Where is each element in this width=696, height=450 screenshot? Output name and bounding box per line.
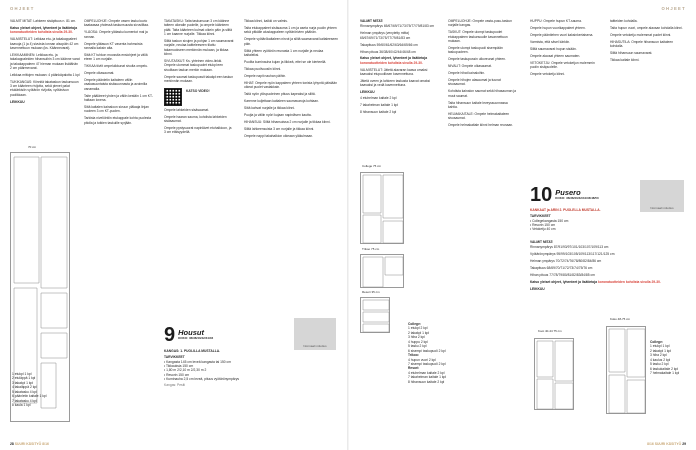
cutting-layout-large	[606, 326, 646, 414]
zipper-text: VETOKETJU: Ompele vetoketjun molemmin puolin sisäpuolelle.	[530, 60, 595, 69]
pattern-piece-front	[363, 175, 381, 213]
legend-item: 7 sisempi taskupuoli 2 kpl	[408, 361, 446, 366]
item-10-block	[530, 185, 640, 232]
legend-title: Resori:	[408, 366, 420, 371]
instructions-column-2	[448, 19, 518, 130]
magazine-name: SUURI KÄSITYÖ 8/16	[14, 441, 49, 446]
legend-item: 6 taskukaitale 2 kpl	[650, 366, 679, 371]
step-text: Taita etukappaleet sisäsauma 1 cm ja aseta nurja puolin yhteen sekä pitkälle aluskappaleen vyötärörivien päähän.	[244, 25, 337, 35]
running-head: OHJEET	[661, 6, 686, 11]
step-text: Ompele helmakaitale kiinni helman reunaan.	[448, 123, 514, 128]
pattern-piece	[609, 375, 625, 413]
step-text: Silitä taskun sivujen ja pohjan 1 cm saumavarat nurjalle, neulaa kaitteleeseen tilattu takamuokseen merkinnän mukaan, ja tikkaa kiinni.	[164, 38, 234, 56]
step-text: Puolita kuminauha kujan ja liikkeä, ettei se ole kierteellä.	[244, 59, 327, 64]
supply-line: • Kuminauha 2,5 cm leveä, pituus vyötärönympärys	[164, 377, 240, 382]
pattern-piece-band	[363, 312, 389, 322]
measure-line: Helman ympärys (venytetty mitta) 65/67/69/71/73/75/77/79/81/83 cm	[360, 31, 411, 40]
step-text: Siitä KT tuhkon moossita ensiohjeet ja väliä eteen 1 cm nurjalle.	[84, 52, 148, 62]
legend-item: 6 päänletin kaitale 1 kpl	[12, 394, 47, 399]
pattern-piece	[609, 329, 625, 372]
supply-line: • Tikkauksia 150 cm	[164, 364, 194, 369]
item-title: Housut	[178, 328, 204, 338]
step-text: Ompele napit nauhan päihin.	[244, 73, 287, 78]
step-text: taitteiden kohdalla.	[610, 19, 638, 23]
cutting-heading: LEIKKUU	[360, 90, 375, 95]
legend-item: 4 hupun vuori 2 kpl	[408, 357, 436, 362]
instructions-column-3	[530, 19, 602, 79]
cutting-layout-college	[360, 172, 404, 244]
hood-text: HUPPU: Ompele hupun KT-sauma.	[530, 19, 582, 23]
measure-line: Hihan pituus 77/78/79/80/81/82/83/84/85 cm	[530, 273, 595, 278]
supply-line: • Resorin 150 cm	[164, 372, 190, 377]
legend-item: 3 hiha 2 kpl	[408, 335, 425, 340]
measure-line: Rinnanympärys 65/67/69/71/73/75/77/79/81/83 cm	[360, 24, 435, 29]
pattern-piece-sleeve	[363, 215, 381, 243]
measure-line: Takapituus 68/69/70/71/72/73/74/75/76 cm	[530, 266, 593, 271]
step-text: Silitä yhteen vyötärön reunasta 1 cm nurjalle ja neulaa kaitaleiksi.	[244, 48, 324, 57]
magazine-name: 8/16 SUURI KÄSITYÖ	[647, 441, 682, 446]
legend-item: 4 kaulus 2 kpl	[650, 357, 671, 362]
legend-item: 2 takakpl 1 kpl	[408, 330, 430, 335]
cut-line: 7 takahelman kaitale 1 kpl	[360, 102, 399, 107]
pattern-legend	[650, 340, 692, 376]
pattern-piece	[627, 380, 645, 413]
video-box	[164, 86, 234, 108]
cutting-layout-small	[534, 338, 574, 410]
prep-text: VALMISTELUT: Jätetä alavaran kaava omaksi kaavaksi etupuoliksen kavennettuna.	[360, 67, 428, 77]
step-text: NIVALIT: Ompele olkasaumat.	[448, 64, 492, 69]
cutting-measure: Leikkaa mittojen mukaan: 4 päänkäpalotta 1 kpl	[10, 72, 80, 77]
legend-item: 5 tasku 2 kpl	[650, 362, 669, 367]
ref-head: Katso yleiset ohjeet, lyhenteet ja lisätietoja	[360, 56, 428, 61]
step-text: Tikkaa kaitale kiinni.	[610, 58, 640, 63]
step-text: Ompele ylätasun KT vasenta hahmoista rannalla kaksin alta.	[84, 41, 143, 50]
step-text: Kohdista kainalon saumat sekä hihasauman ja muut saumat.	[448, 89, 516, 98]
legend-item: 7 takatasku 4 kpl	[12, 398, 37, 403]
legend-item: 7 helmakaitale 1 kpl	[650, 371, 680, 376]
fabric-width-label: College 75 cm	[362, 164, 382, 168]
item-number: 9	[164, 324, 176, 346]
legend-item: 5 tasku 2 kpl	[408, 344, 427, 349]
step-text: Ompele lahkeiden sisäsaumat.	[164, 107, 210, 112]
measure-line: Takapituus 59/60/61/62/63/64/65/66 cm	[360, 42, 418, 47]
supply-line: • Kangasta 145 cm leveä kangasta tai 150 cm	[164, 359, 231, 364]
step-text: Tarkista nivelöintiin etukappale kohta puolesta pitolla ja tutkien taskuille syrjään.	[84, 116, 152, 125]
step-text: TIKKAA tiiviit ompeluikkunat sivulta ompelu.	[84, 64, 148, 69]
step-text: Ompele taskupussin ulkoreunat yhteen.	[448, 57, 506, 62]
item-sizes: KOKO: 36/38/40/42/44/46	[178, 335, 214, 340]
ref-link[interactable]: koronatuotteiden kohdista sivulla 29-30.	[360, 60, 423, 65]
legend-item: 5 takatasku 4 kpl	[12, 389, 37, 394]
measure-line: Rinnanympärys 87/91/93/97/101/103/107/109/113 cm	[530, 245, 609, 250]
finished-size: VALMIT MITAT: Lahkeen sisäpituus n. 81 cm.	[10, 19, 77, 23]
layout-svg	[535, 339, 575, 411]
upper-part: YLÄOSA: Ompele ylätasku kumentot mal ja rannan.	[84, 30, 148, 39]
fabric-heading: KANKAAT ja ARIN 2. PUOLELLA MUSTALLA.	[530, 208, 601, 212]
pattern-piece-cuff	[363, 324, 389, 332]
item-9-block	[164, 325, 274, 388]
step-text: Ompele hupun vuorikappaleet yhteen.	[530, 25, 586, 30]
legend-item: 1 etukpl 2 kpl	[408, 326, 428, 331]
pattern-piece-back	[383, 175, 403, 218]
pattern-piece-pocket	[385, 257, 403, 275]
item-sizes: KOKO: 36/38/40/42/44/46/48/50	[555, 195, 599, 200]
supply-line: • 1,80 m 2/2,10 m 2/2,30 m 2	[164, 368, 207, 373]
pattern-piece-back	[41, 157, 67, 288]
ref-head: Katso yleiset ohjeet, lyhenteet ja lisätietoja	[10, 25, 78, 30]
step-text: Taita hupun vuori, ompele alaosan kohdalla kiinni.	[610, 25, 683, 30]
pattern-piece	[555, 383, 573, 409]
step-text: Taite pääläreet yhden ja väliin kestäin 1 cm KT-haltaan lovena.	[84, 93, 153, 102]
instructions-column-1	[360, 19, 435, 116]
cuff-text: HIHASUTILA: Ompele hihansuun kaitaleen kohdalla.	[610, 39, 674, 49]
fabric-heading: KANGAS: 1. PUOLILLA MUSTALLA.	[164, 349, 221, 353]
legend-title: College:	[650, 340, 664, 344]
step-text: Taitä nyön ylöspuoleinen pituus kapeaksi ja silitä.	[244, 91, 316, 96]
pattern-piece-lining	[363, 257, 383, 287]
legend-title: College:	[408, 322, 422, 326]
cut-line: 4 etuhelman kaitale 2 kpl	[360, 95, 397, 100]
legend-item: 4 takaläppä 2 kpl	[12, 385, 37, 390]
step-text: Varmista, että sävel kärkiin.	[530, 39, 571, 44]
step-text: Karenne kuljettaan kaitaleen saumavaroja kohtaan.	[244, 98, 319, 103]
item-9-header	[164, 325, 274, 345]
cutting-layout-resori	[360, 297, 390, 333]
step-text: Ompele pystysuorat napinlävet etuhalkioon, ja 3 cm etäisyydellä.	[164, 126, 232, 135]
instructions-column-4	[244, 19, 338, 140]
step-text: Ompele vetoketju molemmat puolet kiinni.	[610, 32, 672, 37]
step-text: Ompele ulompi taskupuoli sisempään taskupuoleen.	[448, 45, 503, 55]
supply-line: • Collegekangasta 150 cm	[530, 218, 569, 223]
step-text: Tikkaa kiinni, kaikki on valmis.	[244, 19, 288, 23]
ref-link[interactable]: koronatuotteiden kohdista sivulla 29-30.	[10, 30, 73, 35]
cutting-layout-trikoo	[360, 254, 404, 288]
pattern-piece-front	[14, 157, 39, 283]
page-number: 28	[10, 441, 14, 446]
finished-size-heading: VALMIT MITAT:	[360, 19, 384, 23]
garment-thumbnail	[294, 318, 336, 350]
fabric-width-label: Koot 40-44 75 cm	[538, 329, 562, 333]
instructions-column-3	[164, 19, 234, 137]
step-text: Silitä saumavarat hupun sisään.	[530, 46, 577, 51]
item-number: 10	[530, 184, 553, 206]
step-text: Ompele olkasaumat.	[84, 71, 115, 76]
page-footer	[647, 442, 686, 446]
legend-item: 6 sisempi taskupuoli 2 kpl	[408, 348, 446, 353]
side-pockets-text: SIVUTASKUT: Ks. yhteinen video-linkki. Ompele ulommat taskupuolet etukpl:een sivuiltaan taskun merkin mukaan.	[164, 58, 224, 72]
ref-link[interactable]: koronatuotteiden kohdista sivulla 29-30.	[597, 280, 661, 285]
qr-code-icon[interactable]	[164, 88, 182, 106]
page-number: 29	[682, 441, 686, 446]
supplies-heading: TARVIKKEET	[164, 355, 185, 360]
general-instructions-ref	[360, 56, 435, 65]
fabric-width-label: Koko 48-75 cm	[610, 317, 631, 321]
pattern-piece	[555, 341, 573, 381]
step-text: Puujta ja väliin nyöri kujaan napinläven kautta.	[244, 112, 312, 117]
photo-credit: Kangas: Pesiti	[164, 383, 186, 388]
instructions-column-1	[10, 19, 80, 105]
pockets-text: TASKUT: Ompele ulompi taskupuolet etukappaleen taskunsuulle kavannettuun mukaan.	[448, 30, 508, 43]
step-text: Ompele saumat taskupussit takakpl:een taskun merkinnän mukaan.	[164, 74, 234, 83]
step-text: Ompele pääntiehen vuori kaksinkertaisena.	[530, 32, 594, 37]
pattern-piece	[537, 379, 553, 409]
instructions-column-4	[610, 19, 686, 65]
right-page	[348, 0, 696, 450]
pattern-piece-hood	[383, 221, 403, 243]
step-text: Ompele hihat kainaloihin.	[448, 71, 486, 76]
legend-item: 4 huppu 2 kpl	[408, 339, 428, 344]
step-text: Ompele vetoketju kiinni.	[530, 71, 566, 76]
item-10-header	[530, 185, 640, 205]
supply-line: • Resorin 150 cm	[530, 223, 556, 228]
step-text: Tikkaa puolivuosiin kiinni.	[244, 66, 282, 71]
thumbnail-caption: Normaali mitoitus	[303, 344, 327, 349]
cutting-heading: LEIKKUU	[10, 99, 25, 104]
cut-line: 8 hihansuun kaitale 2 kpl	[360, 109, 397, 114]
fabric-width-label: 70 cm	[28, 145, 37, 149]
measure-line: Helman ympärys 70/72/74/76/78/80/82/84/86 cm	[530, 259, 602, 264]
pattern-piece	[627, 329, 645, 377]
step-text: Siitä kaitalen kainaloon sivuun ylälaaja linjan nuoleen 3 cm KT-puolen.	[84, 104, 149, 114]
sewing-intro: OMPELUOHJE: Ompele vasen tasku kuvio kaataasaa yhdessä taskunsuusta sivuviiltaa.	[84, 19, 149, 28]
legend-item: 3 hiha 2 kpl	[650, 353, 667, 358]
pattern-piece-waistband	[41, 333, 67, 358]
legend-item: 7 takahelman kaitale 1 kpl	[408, 375, 447, 380]
prep-text: VALMISTELUT: Leikkaa etu- ja takakappaleet kaavoja (1 ja 4) sivuista ionnan alsopäin 42 cm kavennettuun mukaan (ks. Käännevarat).	[10, 37, 79, 50]
legend-item: 2 takakpl 1 kpl	[650, 348, 672, 353]
supplies-heading: TARVIKKEET	[530, 214, 551, 219]
step-text: Ompele hihojen alasaumat ja tuunat sivusaumat.	[448, 78, 501, 87]
measure-line: Vyötärönympärys 95/99/103/105/109/113/117/121/125 cm	[530, 252, 615, 257]
video-label[interactable]: KATSO VIDEO!	[186, 88, 210, 93]
cutting-heading: LEIKKUU	[530, 286, 545, 291]
pattern-legend	[12, 372, 57, 408]
cutting-text: LEIKKAAMINEN: Leikkaa etu- ja takakappaleiden hihansuihin 3 cm käänne varat ja takakappaleen 47 hieman mukaan lisätähän 2 cm päärmevarat.	[10, 52, 80, 70]
step-text: Ompele haaran sauma, kohdista lahkeiden sisäsaumat.	[164, 114, 227, 124]
item-title: Pusero	[555, 188, 581, 198]
pattern-piece-pocket	[41, 293, 67, 328]
hem-text: HIHANSUU: Silitä hihansuissa 2 cm nurjalle ja tikkaa kiinni.	[244, 119, 331, 124]
step-text: Siitä kahvat nurjalle ja tikkaa kiinni.	[244, 105, 295, 110]
layout-svg	[361, 173, 405, 245]
layout-svg	[361, 255, 405, 289]
step-text: Taita hihansuun kaitale leveyssuunnassa kahtia.	[448, 100, 508, 109]
step-text: Ompele alaosat yhteen saumaten.	[530, 53, 581, 58]
hem-band-text: HELMAKAITALE: Ompele helmakaitaleen sivusaumat.	[448, 111, 510, 121]
prep-text: Jätetä oveen ja lahkeen taskusta kaavat omaksi kaavaksi ja vedä kavennettuna.	[360, 79, 431, 88]
ref-head: Katso yleiset ohjeet, lyhenteet ja lisätietoja	[530, 280, 598, 285]
sleeves-text: HIHAT: Ompele nyön kappaleen yhteen tonista lyhyntä päistään oikeat puolet vastakkain.	[244, 80, 338, 89]
item-10-measurements	[530, 240, 680, 292]
thumbnail-caption: Normaali mitoitus	[650, 206, 674, 211]
running-head: OHJEET	[10, 6, 35, 11]
legend-item: 2 etuläppä 1 kpl	[12, 376, 36, 381]
interfacing-text: TUKIKANGAS: Kiinnitä takataskun taskunsuun 3 cm käänteen rivijotta, sekä pienet palat etukärkisiin vyötärön rivijotta, vyötäsivun puolikkaan.	[10, 79, 79, 97]
step-text: Silitä hihansuun saumavarat.	[610, 51, 653, 56]
pattern-piece-band	[363, 300, 389, 310]
general-instructions-ref	[530, 280, 680, 284]
step-text: Ompele nappi takahalkion oikeaan yläkulmaan.	[244, 133, 314, 138]
finished-size-heading: VALMIT MITAT:	[530, 240, 554, 244]
legend-item: 4 etuhelman kaitale 2 kpl	[408, 370, 445, 375]
step-text: Ompele päänletin kaitaleen väliin vaakasuuntaista sisäsuunnasta ja avoimilla vanamalla.	[84, 78, 148, 91]
back-pocket-text: TAKATASKU: Taita taskunsuun 3 cm käänne taiteen oikealle puolelle, ja ompele käänteen päät. Taita käänteen kulmat oikein päin ja silitä 1 cm kaanne nurjalle. Tikkaa kiinni.	[164, 19, 232, 37]
instructions-column-2	[84, 19, 154, 127]
layout-svg	[361, 298, 391, 334]
supply-line: • Vetoketju 40 cm	[530, 227, 556, 232]
page-footer	[10, 442, 49, 446]
legend-item: 3 takakpl 1 kpl	[12, 380, 34, 385]
step-text: Silitä lahkeensuista 3 cm nurjalle ja tikkaa kiinni.	[244, 126, 315, 131]
legend-item: 1 etukpl 1 kpl	[12, 372, 32, 376]
garment-thumbnail	[640, 180, 684, 212]
general-instructions-ref	[10, 26, 80, 35]
sewing-intro: OMPELUOHJE: Ompele vasta-pusu-taskun nurjalle kangas.	[448, 19, 512, 28]
legend-item: 8 kaula 1 kpl	[12, 403, 31, 408]
layout-svg	[607, 327, 647, 415]
fabric-width-label: Trikoo 75 cm	[362, 247, 380, 251]
legend-title: Trikoo:	[408, 353, 419, 358]
measure-line: Hihan pituus 36/38/40/42/44/46/48 cm	[360, 49, 416, 54]
legend-item: 1 etukpl 1 kpl	[650, 344, 670, 349]
step-text: Ompele vyötärökaitaleen nirvot ja silitä saumavarat kaitaleeseen päin.	[244, 37, 339, 46]
pattern-legend	[408, 322, 452, 384]
pattern-piece	[537, 341, 553, 377]
fabric-width-label: Resori 35 cm	[362, 290, 380, 294]
legend-item: 8 hihansuun kaitale 2 kpl	[408, 379, 445, 384]
